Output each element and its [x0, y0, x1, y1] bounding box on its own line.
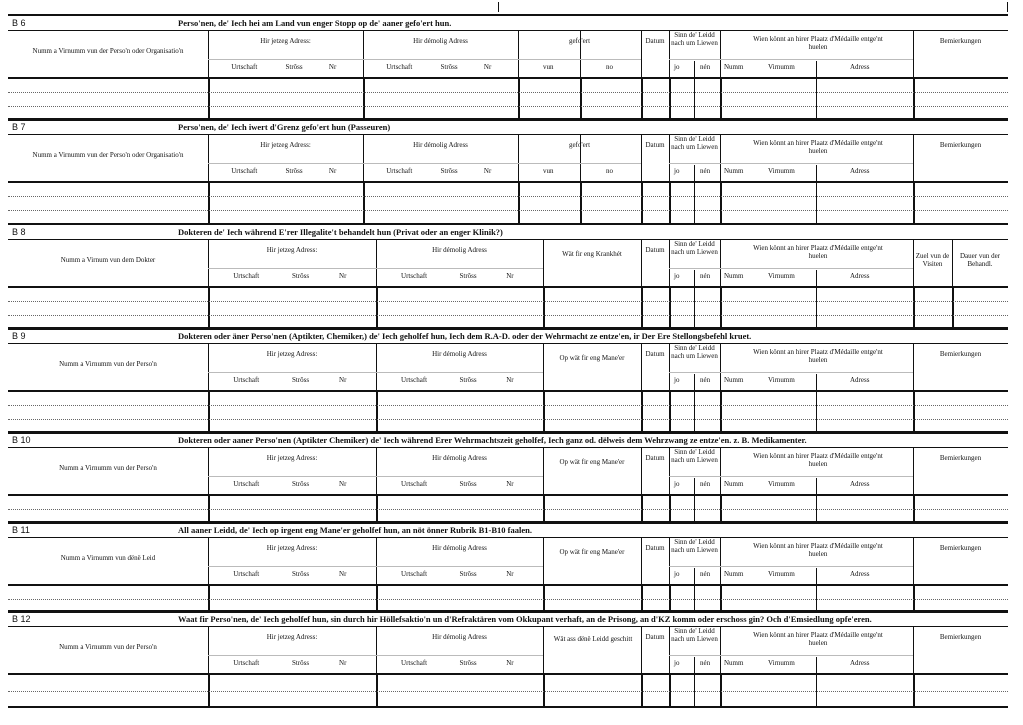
column-divider — [543, 448, 544, 494]
column-divider — [694, 165, 695, 181]
section-entry-area[interactable] — [8, 675, 1008, 706]
column-divider — [208, 288, 210, 328]
column-divider — [694, 288, 695, 328]
medal-label: Wien könnt an hirer Plaatz d'Médaille entge'nt huelen — [753, 542, 883, 558]
section-title-row — [8, 521, 1008, 538]
medal-name-label: Numm — [724, 480, 744, 488]
column-divider — [518, 79, 520, 119]
no-label: nén — [700, 167, 711, 175]
entry-line — [8, 315, 1008, 316]
street-label: Strôss — [292, 659, 310, 667]
section-entry-area[interactable] — [8, 586, 1008, 611]
column-divider — [694, 183, 695, 223]
header-subdivider — [376, 476, 543, 477]
street-label: Strôss — [459, 659, 477, 667]
duration-label: Dauer vun der Behandl. — [959, 252, 1001, 268]
medal-name-label: Numm — [724, 570, 744, 578]
medal-firstname-label: Virnumm — [768, 480, 795, 488]
entry-line — [8, 599, 1008, 600]
section-title: All aaner Leidd, de' Iech op irgent eng Mane'er geholfef hun, an nöt önner Rubrik B1-B10 faalen. — [178, 525, 532, 535]
header-subdivider — [720, 59, 913, 60]
column-divider — [694, 392, 695, 432]
alive-label: Sinn de' Leidd nach um Liewen — [671, 538, 718, 554]
number-label: Nr — [506, 376, 514, 384]
column-divider — [580, 79, 581, 119]
from-label: vun — [543, 167, 554, 175]
medal-label: Wien könnt an hirer Plaatz d'Médaille entge'nt huelen — [753, 348, 883, 364]
fate-label: Wät ass dënë Leidd geschitt — [553, 635, 633, 643]
section-title: Dokteren oder äner Perso'nen (Aptikter, Chemiker,) de' Iech geholfef hun, Iech dem R.A-D. oder der Wehrmacht ze entze'en, ir Der Ere Stellongsbefehl kruet. — [178, 331, 752, 341]
number-label: Nr — [328, 63, 337, 71]
alive-label: Sinn de' Leidd nach um Liewen — [671, 135, 718, 151]
section-grid — [8, 135, 1008, 225]
name-column-label: Numm a Virnum vun dem Dokter — [60, 256, 156, 264]
section-entry-area[interactable] — [8, 79, 1008, 119]
yes-label: jo — [674, 570, 680, 578]
number-label: Nr — [339, 659, 347, 667]
column-divider — [694, 374, 695, 390]
header-subdivider — [208, 566, 376, 567]
section-header — [8, 240, 1008, 288]
former-address-label: Hir démolig Adress — [413, 141, 468, 149]
no-label: nén — [700, 63, 711, 71]
yes-label: jo — [674, 167, 680, 175]
name-column-label: Numm a Virnumm vun der Perso'n — [59, 643, 157, 651]
entry-line — [8, 691, 1008, 692]
section-title: Perso'nen, de' Iech iwert d'Grenz gefo'ert hun (Passeuren) — [178, 122, 391, 132]
form-section — [8, 610, 1008, 708]
entry-line — [8, 419, 1008, 420]
current-address-label: Hir jetzeg Adress: — [260, 141, 311, 149]
current-address-label: Hir jetzeg Adress: — [266, 544, 318, 552]
no-label: nén — [700, 272, 711, 280]
column-divider — [363, 183, 365, 223]
alive-label: Sinn de' Leidd nach um Liewen — [671, 627, 718, 643]
medal-firstname-label: Virnumm — [768, 63, 795, 71]
column-divider — [543, 392, 545, 432]
header-subdivider — [376, 268, 543, 269]
section-entry-area[interactable] — [8, 392, 1008, 432]
locality-label: Urtschaft — [231, 63, 258, 71]
column-divider — [720, 288, 722, 328]
manner-label: Op wät fir eng Mane'er — [559, 354, 625, 362]
street-label: Strôss — [292, 376, 310, 384]
header-subdivider — [208, 59, 363, 60]
entry-line — [8, 106, 1008, 107]
section-code: B 10 — [12, 435, 31, 445]
medal-firstname-label: Virnumm — [768, 659, 795, 667]
column-divider — [720, 183, 722, 223]
column-divider — [208, 392, 210, 432]
former-address-label: Hir démolig Adress — [432, 454, 487, 462]
section-code: B 8 — [12, 227, 26, 237]
medal-address-label: Adress — [850, 167, 870, 175]
entry-line — [8, 92, 1008, 93]
column-divider — [694, 270, 695, 286]
medal-firstname-label: Virnumm — [768, 570, 795, 578]
column-divider — [543, 538, 544, 584]
locality-label: Urtschaft — [233, 570, 260, 578]
date-label: Datum — [645, 37, 665, 45]
medal-firstname-label: Virnumm — [768, 376, 795, 384]
section-title-row — [8, 610, 1008, 627]
date-label: Datum — [645, 454, 665, 462]
section-title: Dokteren de' Iech während E'rer Illegalite't behandelt hun (Privat oder an enger Klinik?) — [178, 227, 503, 237]
header-subdivider — [720, 566, 913, 567]
column-divider — [580, 61, 581, 77]
column-divider — [720, 31, 721, 77]
name-column-label: Numm a Virnumm vun der Perso'n oder Organisatio'n — [32, 47, 184, 55]
column-divider — [816, 61, 817, 77]
column-divider — [543, 240, 544, 286]
number-label: Nr — [483, 63, 492, 71]
section-grid — [8, 240, 1008, 330]
header-subdivider — [208, 268, 376, 269]
header-subdivider — [518, 163, 641, 164]
former-address-label: Hir démolig Adress — [413, 37, 468, 45]
header-subdivider — [669, 655, 720, 656]
section-code: B 7 — [12, 122, 26, 132]
entry-line — [8, 301, 1008, 302]
current-address-label: Hir jetzeg Adress: — [266, 350, 318, 358]
current-address-label: Hir jetzeg Adress: — [260, 37, 311, 45]
medal-address-label: Adress — [850, 480, 870, 488]
column-divider — [543, 344, 544, 390]
remarks-label: Bemierkungen — [939, 544, 982, 552]
form-section — [8, 223, 1008, 330]
medal-name-label: Numm — [724, 272, 744, 280]
header-subdivider — [669, 372, 720, 373]
date-label: Datum — [645, 544, 665, 552]
to-label: no — [606, 63, 613, 71]
column-divider — [720, 538, 721, 584]
header-subdivider — [363, 59, 518, 60]
number-label: Nr — [506, 659, 514, 667]
current-address-label: Hir jetzeg Adress: — [266, 246, 318, 254]
medal-name-label: Numm — [724, 376, 744, 384]
name-column-label: Numm a Virnumm vun der Perso'n oder Organisatio'n — [32, 151, 184, 159]
section-code: B 12 — [12, 614, 31, 624]
column-divider — [669, 183, 671, 223]
form-section — [8, 327, 1008, 434]
street-label: Strôss — [459, 570, 477, 578]
column-divider — [669, 288, 671, 328]
remarks-label: Bemierkungen — [939, 633, 982, 641]
locality-label: Urtschaft — [233, 272, 260, 280]
column-divider — [816, 270, 817, 286]
column-divider — [208, 183, 210, 223]
section-header — [8, 627, 1008, 675]
street-label: Strôss — [459, 376, 477, 384]
column-divider — [816, 183, 817, 223]
column-divider — [816, 165, 817, 181]
medal-label: Wien könnt an hirer Plaatz d'Médaille entge'nt huelen — [753, 244, 883, 260]
form-section — [8, 118, 1008, 225]
section-header — [8, 538, 1008, 586]
street-label: Strôss — [292, 272, 310, 280]
section-grid — [8, 538, 1008, 613]
medal-label: Wien könnt an hirer Plaatz d'Médaille entge'nt huelen — [753, 35, 883, 51]
number-label: Nr — [339, 376, 347, 384]
header-subdivider — [720, 268, 913, 269]
current-address-label: Hir jetzeg Adress: — [266, 454, 318, 462]
locality-label: Urtschaft — [401, 376, 428, 384]
header-subdivider — [208, 476, 376, 477]
column-divider — [580, 165, 581, 181]
section-header — [8, 135, 1008, 183]
medal-label: Wien könnt an hirer Plaatz d'Médaille entge'nt huelen — [753, 631, 883, 647]
locality-label: Urtschaft — [401, 659, 428, 667]
medal-address-label: Adress — [850, 272, 870, 280]
column-divider — [694, 657, 695, 673]
yes-label: jo — [674, 272, 680, 280]
number-label: Nr — [506, 272, 514, 280]
street-label: Strôss — [292, 480, 310, 488]
locality-label: Urtschaft — [386, 63, 413, 71]
number-label: Nr — [506, 480, 514, 488]
crop-mark — [498, 2, 499, 12]
manner-label: Op wät fir eng Mane'er — [559, 548, 625, 556]
street-label: Strôss — [292, 570, 310, 578]
medal-address-label: Adress — [850, 570, 870, 578]
from-label: vun — [543, 63, 554, 71]
medal-name-label: Numm — [724, 167, 744, 175]
street-label: Strôss — [459, 480, 477, 488]
section-entry-area[interactable] — [8, 496, 1008, 522]
column-divider — [543, 627, 544, 673]
manner-label: Op wät fir eng Mane'er — [559, 458, 625, 466]
column-divider — [913, 288, 915, 328]
column-divider — [694, 478, 695, 494]
locality-label: Urtschaft — [401, 480, 428, 488]
transported-label: gefo'ert — [568, 141, 591, 149]
section-code: B 9 — [12, 331, 26, 341]
section-title: Dokteren oder aaner Perso'nen (Aptikter Chemiker) de' Iech während Erer Wehrmachtszeit geholfef, Iech ganz od. dëlweis dem Wehrzwang ze entze'en. z. B. Medikamenter. — [178, 435, 807, 445]
column-divider — [816, 374, 817, 390]
column-divider — [641, 288, 643, 328]
locality-label: Urtschaft — [233, 659, 260, 667]
column-divider — [816, 79, 817, 119]
remarks-label: Bemierkungen — [939, 350, 982, 358]
column-divider — [208, 79, 210, 119]
number-label: Nr — [328, 167, 337, 175]
former-address-label: Hir démolig Adress — [432, 633, 487, 641]
section-header — [8, 344, 1008, 392]
yes-label: jo — [674, 659, 680, 667]
section-grid — [8, 627, 1008, 708]
column-divider — [913, 79, 915, 119]
alive-label: Sinn de' Leidd nach um Liewen — [671, 240, 718, 256]
no-label: nén — [700, 570, 711, 578]
column-divider — [580, 183, 581, 223]
header-subdivider — [669, 59, 720, 60]
number-label: Nr — [483, 167, 492, 175]
medal-name-label: Numm — [724, 659, 744, 667]
no-label: nén — [700, 376, 711, 384]
remarks-label: Bemierkungen — [939, 37, 982, 45]
street-label: Strôss — [440, 167, 458, 175]
header-subdivider — [720, 372, 913, 373]
column-divider — [720, 448, 721, 494]
locality-label: Urtschaft — [401, 570, 428, 578]
section-header — [8, 31, 1008, 79]
section-header — [8, 448, 1008, 496]
header-subdivider — [208, 163, 363, 164]
section-entry-area[interactable] — [8, 288, 1008, 328]
name-column-label: Numm a Virnumm vun der Perso'n — [59, 360, 157, 368]
header-subdivider — [518, 59, 641, 60]
medal-firstname-label: Virnumm — [768, 167, 795, 175]
section-title: Perso'nen, de' Iech hei am Land vun enger Stopp op de' aaner gefo'ert hun. — [178, 18, 452, 28]
section-code: B 11 — [12, 525, 30, 535]
to-label: no — [606, 167, 613, 175]
entry-line — [8, 405, 1008, 406]
number-label: Nr — [339, 272, 347, 280]
form-section — [8, 431, 1008, 524]
column-divider — [913, 392, 915, 432]
column-divider — [518, 183, 520, 223]
column-divider — [694, 79, 695, 119]
alive-label: Sinn de' Leidd nach um Liewen — [671, 31, 718, 47]
section-grid — [8, 344, 1008, 434]
illness-label: Wät fir eng Krankhét — [562, 250, 622, 258]
header-subdivider — [669, 163, 720, 164]
locality-label: Urtschaft — [233, 376, 260, 384]
header-subdivider — [669, 566, 720, 567]
column-divider — [720, 344, 721, 390]
column-divider — [376, 392, 378, 432]
column-divider — [816, 478, 817, 494]
column-divider — [694, 568, 695, 584]
date-label: Datum — [645, 141, 665, 149]
alive-label: Sinn de' Leidd nach um Liewen — [671, 344, 718, 360]
former-address-label: Hir démolig Adress — [432, 350, 487, 358]
date-label: Datum — [645, 246, 665, 254]
section-title-row — [8, 431, 1008, 448]
form-section — [8, 14, 1008, 121]
section-grid — [8, 448, 1008, 524]
yes-label: jo — [674, 63, 680, 71]
medal-name-label: Numm — [724, 63, 744, 71]
transported-label: gefo'ert — [568, 37, 591, 45]
locality-label: Urtschaft — [386, 167, 413, 175]
street-label: Strôss — [459, 272, 477, 280]
medal-label: Wien könnt an hirer Plaatz d'Médaille entge'nt huelen — [753, 139, 883, 155]
column-divider — [641, 79, 643, 119]
section-title-row — [8, 223, 1008, 240]
column-divider — [669, 392, 671, 432]
column-divider — [816, 657, 817, 673]
former-address-label: Hir démolig Adress — [432, 246, 487, 254]
number-label: Nr — [506, 570, 514, 578]
header-subdivider — [720, 163, 913, 164]
column-divider — [669, 79, 671, 119]
header-subdivider — [669, 268, 720, 269]
column-divider — [952, 288, 954, 328]
medal-address-label: Adress — [850, 376, 870, 384]
header-subdivider — [376, 655, 543, 656]
number-label: Nr — [339, 480, 347, 488]
header-subdivider — [376, 566, 543, 567]
column-divider — [952, 240, 953, 286]
current-address-label: Hir jetzeg Adress: — [266, 633, 318, 641]
crop-mark — [1007, 2, 1008, 12]
header-subdivider — [720, 655, 913, 656]
yes-label: jo — [674, 376, 680, 384]
street-label: Strôss — [285, 167, 303, 175]
section-code: B 6 — [12, 18, 26, 28]
name-column-label: Numm a Virnumm vun dënë Leid — [60, 554, 156, 562]
column-divider — [543, 288, 545, 328]
medal-address-label: Adress — [850, 63, 870, 71]
entry-line — [8, 210, 1008, 211]
column-divider — [694, 61, 695, 77]
section-grid — [8, 31, 1008, 121]
column-divider — [720, 627, 721, 673]
former-address-label: Hir démolig Adress — [432, 544, 487, 552]
locality-label: Urtschaft — [233, 480, 260, 488]
date-label: Datum — [645, 350, 665, 358]
medal-label: Wien könnt an hirer Plaatz d'Médaille entge'nt huelen — [753, 452, 883, 468]
medal-firstname-label: Virnumm — [768, 272, 795, 280]
section-title-row — [8, 327, 1008, 344]
section-title-row — [8, 14, 1008, 31]
visits-label: Zuel vun de Visiten — [915, 252, 950, 268]
section-title-row — [8, 118, 1008, 135]
date-label: Datum — [645, 633, 665, 641]
locality-label: Urtschaft — [231, 167, 258, 175]
column-divider — [816, 392, 817, 432]
column-divider — [376, 288, 378, 328]
column-divider — [720, 135, 721, 181]
form-section — [8, 521, 1008, 613]
entry-line — [8, 196, 1008, 197]
remarks-label: Bemierkungen — [939, 141, 982, 149]
header-subdivider — [376, 372, 543, 373]
header-subdivider — [669, 476, 720, 477]
street-label: Strôss — [440, 63, 458, 71]
column-divider — [641, 392, 643, 432]
column-divider — [641, 183, 643, 223]
remarks-label: Bemierkungen — [939, 454, 982, 462]
locality-label: Urtschaft — [401, 272, 428, 280]
no-label: nén — [700, 480, 711, 488]
yes-label: jo — [674, 480, 680, 488]
column-divider — [720, 392, 722, 432]
column-divider — [816, 288, 817, 328]
column-divider — [363, 79, 365, 119]
column-divider — [913, 183, 915, 223]
header-subdivider — [208, 655, 376, 656]
entry-line — [8, 509, 1008, 510]
column-divider — [720, 79, 722, 119]
header-subdivider — [720, 476, 913, 477]
number-label: Nr — [339, 570, 347, 578]
section-entry-area[interactable] — [8, 183, 1008, 223]
alive-label: Sinn de' Leidd nach um Liewen — [671, 448, 718, 464]
header-subdivider — [208, 372, 376, 373]
medal-address-label: Adress — [850, 659, 870, 667]
column-divider — [816, 568, 817, 584]
section-title: Waat fir Perso'nen, de' Iech geholfef hun, sin durch hir Höllefsaktio'n un d'Refraktären vom Okkupant verhaft, an de Prisong, an d'KZ komm oder erschoss gin? Och d'Emsiedlung opfe'eren. — [178, 614, 872, 624]
street-label: Strôss — [285, 63, 303, 71]
header-subdivider — [363, 163, 518, 164]
no-label: nén — [700, 659, 711, 667]
name-column-label: Numm a Virnumm vun der Perso'n — [59, 464, 157, 472]
column-divider — [720, 240, 721, 286]
